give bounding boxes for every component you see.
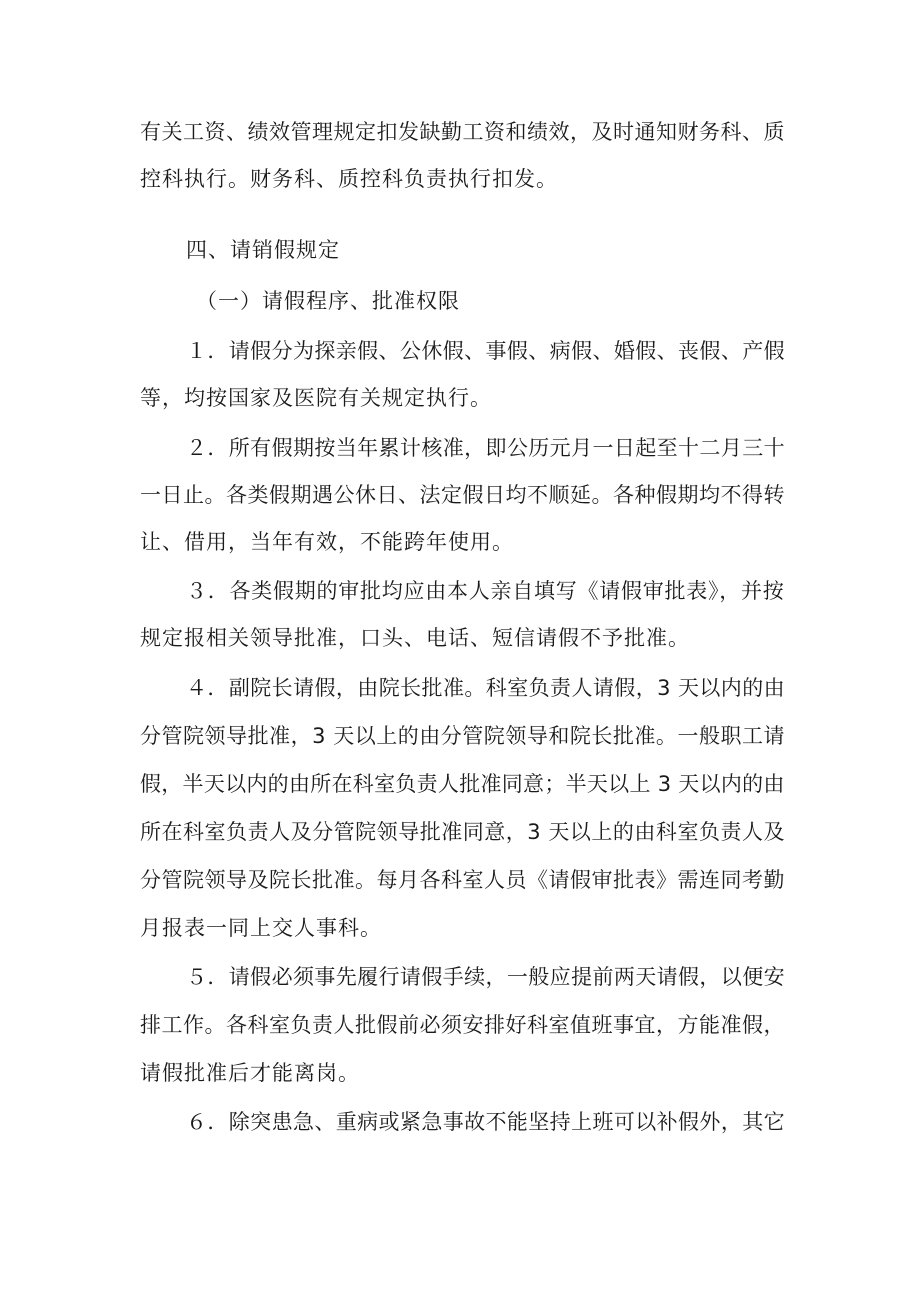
section-heading: 四、请销假规定	[186, 238, 340, 262]
paragraph-line: 分管院领导及院长批准。每月各科室人员《请假审批表》需连同考勤	[140, 868, 785, 892]
paragraph-line: 让、借用，当年有效，不能跨年使用。	[140, 530, 514, 554]
paragraph-line: 控科执行。财务科、质控科负责执行扣发。	[140, 167, 558, 191]
paragraph-line: 假，半天以内的由所在科室负责人批准同意；半天以上 3 天以内的由	[140, 772, 785, 796]
paragraph-line: ３．各类假期的审批均应由本人亲自填写《请假审批表》，并按	[186, 579, 785, 603]
paragraph-line: ２．所有假期按当年累计核准，即公历元月一日起至十二月三十	[186, 436, 785, 460]
paragraph-line: 规定报相关领导批准，口头、电话、短信请假不予批准。	[140, 626, 690, 650]
paragraph-line: ５．请假必须事先履行请假手续，一般应提前两天请假，以便安	[186, 965, 785, 989]
paragraph-line: 有关工资、绩效管理规定扣发缺勤工资和绩效，及时通知财务科、质	[140, 120, 785, 144]
paragraph-line: 等，均按国家及医院有关规定执行。	[140, 386, 492, 410]
paragraph-line: 月报表一同上交人事科。	[140, 916, 382, 940]
paragraph-line: ６．除突患急、重病或紧急事故不能坚持上班可以补假外，其它	[186, 1110, 785, 1134]
paragraph-line: １．请假分为探亲假、公休假、事假、病假、婚假、丧假、产假	[186, 339, 785, 363]
paragraph-line: 排工作。各科室负责人批假前必须安排好科室值班事宜，方能准假，	[140, 1013, 785, 1037]
paragraph-line: ４．副院长请假，由院长批准。科室负责人请假，3 天以内的由	[186, 676, 786, 700]
subsection-heading: （一）请假程序、批准权限	[196, 289, 460, 313]
paragraph-line: 请假批准后才能离岗。	[140, 1061, 360, 1085]
paragraph-line: 所在科室负责人及分管院领导批准同意，3 天以上的由科室负责人及	[140, 820, 786, 844]
paragraph-line: 一日止。各类假期遇公休日、法定假日均不顺延。各种假期均不得转	[140, 483, 785, 507]
paragraph-line: 分管院领导批准，3 天以上的由分管院领导和院长批准。一般职工请	[140, 724, 786, 748]
